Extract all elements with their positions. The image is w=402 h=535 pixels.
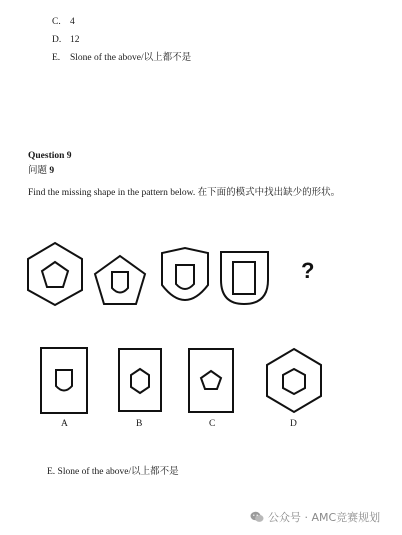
- option-letter: C.: [52, 17, 61, 27]
- choice-label-d[interactable]: D: [290, 419, 297, 429]
- choice-label-a[interactable]: A: [61, 419, 68, 429]
- option-e-final: E. Slone of the above/以上都不是: [47, 467, 179, 477]
- pentagon-inner: [201, 371, 221, 389]
- option-letter: D.: [52, 35, 62, 45]
- question-title-cn-prefix: 问题: [28, 166, 48, 176]
- option-text: Slone of the above/以上都不是: [70, 53, 192, 63]
- pattern-shape-3: [162, 248, 208, 300]
- question-title: Question 9: [28, 151, 72, 161]
- pattern-shape-2: [95, 256, 145, 304]
- rectangle-outer: [119, 349, 161, 411]
- pentagon-inner: [42, 262, 68, 287]
- choice-a-shape[interactable]: [41, 348, 87, 413]
- shield-inner: [112, 272, 128, 293]
- choice-label-b[interactable]: B: [136, 419, 143, 429]
- question-instruction: Find the missing shape in the pattern below. 在下面的模式中找出缺少的形状。: [28, 188, 341, 198]
- pattern-shape-4: [221, 252, 268, 304]
- hexagon-outer: [28, 243, 82, 305]
- option-letter: E.: [52, 53, 61, 63]
- choice-b-shape[interactable]: [119, 349, 161, 411]
- shield-inner: [56, 370, 72, 391]
- pentagon-outer: [95, 256, 145, 304]
- rectangle-inner: [233, 262, 255, 294]
- choice-d-shape[interactable]: [267, 349, 321, 412]
- wechat-icon: [250, 511, 264, 523]
- hexagon-inner: [283, 369, 305, 394]
- choice-label-c[interactable]: C: [209, 419, 216, 429]
- choice-c-shape[interactable]: [189, 349, 233, 412]
- shield-outer: [162, 248, 208, 300]
- rectangle-outer: [41, 348, 87, 413]
- rectangle-inner-rounded: [176, 265, 194, 289]
- missing-shape-mark: ?: [301, 258, 315, 283]
- option-text: 12: [70, 35, 80, 45]
- rectangle-outer: [189, 349, 233, 412]
- hexagon-inner: [131, 369, 149, 393]
- watermark: [250, 509, 380, 525]
- watermark-text: 公众号 · AMC竞赛规划: [268, 511, 381, 524]
- question-title-cn-number: 9: [49, 166, 55, 176]
- hexagon-outer: [267, 349, 321, 412]
- rounded-shield-outer: [221, 252, 268, 304]
- option-text: 4: [70, 17, 75, 27]
- pattern-shape-1: [28, 243, 82, 305]
